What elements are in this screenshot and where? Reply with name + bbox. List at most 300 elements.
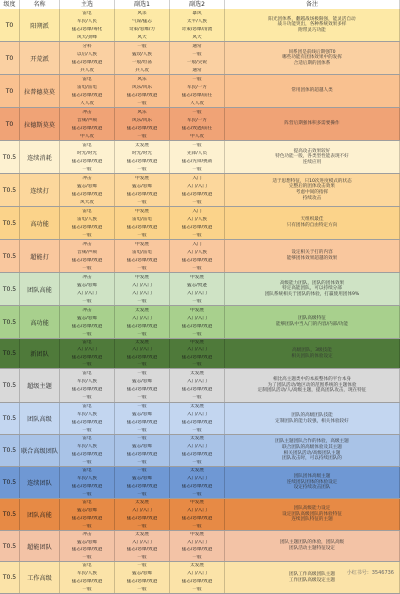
build-line: 猛志/怒爆 xyxy=(132,183,152,189)
note-line: 连续应用 xyxy=(302,159,322,165)
note-line: 能够团体效果超越的效果 xyxy=(286,256,338,261)
build-line: 入门/入门 xyxy=(132,282,152,288)
class-name: 团队高级 xyxy=(20,403,60,434)
build-line: 入门/入门 xyxy=(132,315,152,321)
class-name: 超能团队 xyxy=(20,531,60,561)
build-line: 中发展 xyxy=(190,532,204,538)
build-line: 猛志/怒爆/致逊 xyxy=(126,451,158,457)
header-name: 名称 xyxy=(20,0,60,9)
build-line: 一般 xyxy=(82,166,92,172)
build-line: 猛攻/人族 xyxy=(132,51,152,57)
sub-build xyxy=(115,108,170,140)
build-line: 一般 xyxy=(192,166,202,172)
tier-row xyxy=(0,499,400,531)
tier-label: T0.5 xyxy=(0,369,20,402)
note-line: 团队系统相关于团队的体验，打赢使用团体9% xyxy=(264,291,360,297)
build-line: 通常 xyxy=(192,67,202,73)
note-line: 常用团体的超越人类 xyxy=(291,88,333,94)
build-line: 一般 xyxy=(137,586,147,592)
build-line: 猛志/怒爆/致逊 xyxy=(126,354,158,360)
build-line: 一般 xyxy=(192,586,202,592)
build-line: 一般 xyxy=(137,468,147,474)
note-line: 连续团队特征的主题 xyxy=(291,517,333,523)
note-line: 相关团队活动/高级团队主题 xyxy=(283,450,341,456)
build-line: 一般 xyxy=(137,563,147,569)
tier-label: T0 xyxy=(0,108,20,140)
note-line: 阵营后期强体积多需要操作 xyxy=(284,121,340,127)
notes-cell xyxy=(225,369,400,402)
sub-build xyxy=(115,9,170,41)
build-line: 猛志/怒爆/致逊 xyxy=(71,257,103,263)
build-line: 猛志/怒爆/致逊 xyxy=(71,191,103,197)
build-line: 通常 xyxy=(192,43,202,49)
build-line: 中发展 xyxy=(190,500,204,506)
notes-cell xyxy=(225,339,400,368)
note-line: 合适后期的团体系 xyxy=(293,60,331,66)
build-line: 军民/人民 xyxy=(77,18,97,24)
build-line: 冲击 xyxy=(82,532,92,538)
build-line: 一般 xyxy=(192,523,202,529)
build-line: 军民/一方 xyxy=(187,117,207,123)
build-line: 一般 xyxy=(137,100,147,106)
class-name: 连续团队 xyxy=(20,467,60,498)
sub-build xyxy=(115,141,170,173)
build-line: 猛志/怒爆/致逊 xyxy=(71,59,103,65)
sub-build xyxy=(115,306,170,338)
build-line: 风大/劲峰 xyxy=(77,34,97,40)
sub-build xyxy=(115,339,170,368)
build-line: 入门/入门 xyxy=(187,183,207,189)
build-line: 一般 xyxy=(192,265,202,271)
build-line: 一般 xyxy=(137,331,147,337)
build-line: 一般 xyxy=(137,404,147,410)
sub-build xyxy=(115,499,170,530)
main-build xyxy=(60,108,115,140)
note-line: 提高攻击效果较好 xyxy=(293,148,331,154)
sub-build xyxy=(170,141,225,173)
note-line: 相比高主题类中的本质整体的平台本身 xyxy=(272,377,352,383)
build-line: 入门/入门 xyxy=(77,347,97,353)
note-line: 定制团队活动/人/高级主题，提高团队攻击，现在特征 xyxy=(257,388,367,394)
main-build xyxy=(60,435,115,466)
build-line: 中人攻 xyxy=(80,133,94,139)
tier-row xyxy=(0,273,400,306)
notes-cell xyxy=(225,273,400,305)
build-line: 奇策/怒爆/力 xyxy=(128,26,156,32)
tier-row xyxy=(0,207,400,240)
note-line: 哪些功能有团体效果中的发挥 xyxy=(282,55,342,61)
build-line: 雷电 xyxy=(82,340,92,346)
build-line: 时光/时光 xyxy=(77,150,97,156)
tier-label: T0.5 xyxy=(0,273,20,305)
build-line: 一般 xyxy=(137,459,147,465)
build-line: 冲击 xyxy=(82,109,92,115)
build-line: 入门/人族 xyxy=(187,249,207,255)
sub-build xyxy=(115,75,170,107)
build-line: 军民/人族 xyxy=(77,444,97,450)
main-build xyxy=(60,403,115,434)
tier-label: T0 xyxy=(0,42,20,74)
note-line: 设定持续攻击团队 xyxy=(293,485,331,491)
build-line: 猛志/怒爆/致逊 xyxy=(181,547,213,553)
note-line: 设定团队高级团队的体验特征 xyxy=(282,511,342,517)
build-line: 一般/坦荡 xyxy=(132,59,152,65)
notes-cell xyxy=(225,403,400,434)
build-line: 一般 xyxy=(137,361,147,367)
build-line: 猛志/怒爆/致逊 xyxy=(181,257,213,263)
main-build xyxy=(60,141,115,173)
sub-build xyxy=(115,467,170,498)
build-line: 猛志/怒爆 xyxy=(77,183,97,189)
build-line: 猛志/怒爆/致逊 xyxy=(126,158,158,164)
build-line: 猛志/怒爆 xyxy=(132,412,152,418)
build-line: 一般 xyxy=(82,523,92,529)
main-build xyxy=(60,207,115,239)
build-line: 猛志/怒爆 xyxy=(132,571,152,577)
build-line: 猛志/怒爆/致逊 xyxy=(126,387,158,393)
build-line: 中发展 xyxy=(135,274,149,280)
tier-label: T0.5 xyxy=(0,562,20,593)
sub-build xyxy=(170,467,225,498)
build-line: 猛志/怒爆/致逊 xyxy=(71,547,103,553)
main-build xyxy=(60,562,115,593)
note-line: 同系团是前线后期强T0 xyxy=(288,49,336,55)
notes-cell xyxy=(225,75,400,107)
build-line: 入门/入门 xyxy=(187,571,207,577)
note-line: 战斗功能突出，各种系统效果多样 xyxy=(277,22,347,28)
build-line: 猛志/怒爆/致逊 xyxy=(71,451,103,457)
build-line: 一般/尖锐 xyxy=(187,59,207,65)
build-line: 一般 xyxy=(82,361,92,367)
build-line: 猛志/怒爆/毒化 xyxy=(71,26,103,32)
build-line: 猛志/怒爆/致逊 xyxy=(181,419,213,425)
build-line: 军民/人族 xyxy=(77,571,97,577)
build-line: 一般 xyxy=(192,51,202,57)
sub-build xyxy=(170,75,225,107)
build-line: 一般 xyxy=(192,232,202,238)
sub-build xyxy=(170,273,225,305)
build-line: 雷电 xyxy=(82,370,92,376)
note-line: 设定相关于打的内容 xyxy=(291,250,333,256)
class-name: 新团队 xyxy=(20,339,60,368)
build-line: 猛志/怒爆 xyxy=(132,476,152,482)
class-name: 阳朔派 xyxy=(20,9,60,41)
build-line: 风杀 xyxy=(137,10,147,16)
note-line: 为了团队活动/地区动的范围系统的主题体验 xyxy=(267,382,357,388)
note-line: 团队工作高级团队主题 xyxy=(289,571,335,577)
build-line: 入门/入门 xyxy=(187,508,207,514)
build-line: 一般 xyxy=(192,361,202,367)
sub-build xyxy=(115,531,170,561)
build-line: 一般 xyxy=(137,43,147,49)
build-line: 一般 xyxy=(82,427,92,433)
sub-build xyxy=(170,499,225,530)
build-line: 一般 xyxy=(192,142,202,148)
build-line: 雷电/雷电 xyxy=(132,216,152,222)
build-line: 入门/入门 xyxy=(132,508,152,514)
build-line: 猛志/怒爆/致逊 xyxy=(126,547,158,553)
build-line: 雷电/雷电 xyxy=(77,84,97,90)
sub-build xyxy=(170,369,225,402)
build-line: 中发展 xyxy=(190,274,204,280)
class-name: 开荒派 xyxy=(20,42,60,74)
build-line: 太发展 xyxy=(190,404,204,410)
tier-label: T0.5 xyxy=(0,306,20,338)
note-line: 高级团队，3级技能 xyxy=(292,347,332,353)
build-line: 入门 xyxy=(192,208,202,214)
build-line: 军民/人族 xyxy=(77,476,97,482)
main-build xyxy=(60,273,115,305)
note-line: 持续攻击 xyxy=(302,195,322,201)
note-line: 团队活动主题特征设定 xyxy=(289,546,335,551)
notes-cell xyxy=(225,435,400,466)
build-line: 一般 xyxy=(82,491,92,497)
build-line: 猛志/怒爆/致逊 xyxy=(181,354,213,360)
build-line: 入门/入门 xyxy=(187,378,207,384)
tier-row xyxy=(0,403,400,435)
build-line: 雷电 xyxy=(82,436,92,442)
build-line: 猛志/怒爆/致逊 xyxy=(126,92,158,98)
build-line: 一般 xyxy=(192,331,202,337)
build-line: 猛志/怒爆 xyxy=(77,315,97,321)
class-name: 工作高级 xyxy=(20,562,60,593)
class-name: 高功能 xyxy=(20,306,60,338)
sub-build xyxy=(170,531,225,561)
sub-build xyxy=(115,403,170,434)
build-line: 入门/入门 xyxy=(187,476,207,482)
build-line: 一般 xyxy=(192,199,202,205)
build-line: 风乐/风乐 xyxy=(132,117,152,123)
main-build xyxy=(60,75,115,107)
note-line: 完整后的团体攻击效果 xyxy=(289,184,335,190)
build-line: 一般 xyxy=(192,491,202,497)
tier-row xyxy=(0,339,400,369)
build-line: 太发展 xyxy=(190,563,204,569)
build-line: 中人攻 xyxy=(190,133,204,139)
build-line: 兵人攻 xyxy=(80,67,94,73)
build-line: 猛志/怒爆 xyxy=(77,508,97,514)
sub-build xyxy=(170,108,225,140)
notes-cell xyxy=(225,9,400,41)
build-line: 猛志/怒爆/致逊 xyxy=(126,578,158,584)
build-line: 猛志/怒爆 xyxy=(132,378,152,384)
build-line: 一般 xyxy=(192,459,202,465)
notes-cell xyxy=(225,531,400,561)
build-line: 一般 xyxy=(137,436,147,442)
build-line: 猛志/怒爆/致逊 xyxy=(126,125,158,131)
build-line: 入门/入门 xyxy=(132,539,152,545)
build-line: 猛志/怒爆/致逊 xyxy=(71,354,103,360)
build-line: 猛志/怒爆/致逊 xyxy=(181,191,213,197)
build-line: 猛志/怒爆/致逊 xyxy=(71,224,103,230)
build-line: 时光/时光 xyxy=(132,150,152,156)
notes-cell xyxy=(225,467,400,498)
build-line: 一般 xyxy=(137,491,147,497)
build-line: 猛志/怒爆/致逊 xyxy=(181,451,213,457)
build-line: 猛志/怒爆/致逊 xyxy=(126,191,158,197)
build-line: 一般 xyxy=(192,298,202,304)
build-line: 猛志/先锋/挑战 xyxy=(181,158,213,164)
build-line: 雷电 xyxy=(82,500,92,506)
header-main: 主选 xyxy=(60,0,115,9)
build-line: 雷电 xyxy=(82,10,92,16)
main-build xyxy=(60,9,115,41)
build-line: 中发展 xyxy=(190,340,204,346)
class-name: 团队高能 xyxy=(20,273,60,305)
sub-build xyxy=(115,240,170,272)
build-line: 一般 xyxy=(137,199,147,205)
sub-build xyxy=(170,403,225,434)
note-line: 能够团队中当入门的内容/内部/功能 xyxy=(275,322,348,327)
note-line: 团队攻击时，可以持续团队的 xyxy=(282,456,342,462)
tier-row xyxy=(0,141,400,174)
sub-build xyxy=(170,207,225,239)
sub-build xyxy=(170,562,225,593)
sub-build xyxy=(115,207,170,239)
build-line: 入门/入门 xyxy=(132,347,152,353)
main-build xyxy=(60,174,115,206)
main-build xyxy=(60,240,115,272)
tier-label: T0.5 xyxy=(0,435,20,466)
notes-cell xyxy=(225,499,400,530)
sub-build xyxy=(170,306,225,338)
build-line: 中发展 xyxy=(135,208,149,214)
header-notes: 备注 xyxy=(225,0,400,9)
build-line: 一般 xyxy=(192,76,202,82)
build-line: 冲击 xyxy=(82,175,92,181)
build-line: 暴风 xyxy=(192,10,202,16)
build-line: 一般 xyxy=(137,265,147,271)
build-line: 入门/入门 xyxy=(187,347,207,353)
sub-build xyxy=(170,339,225,368)
tier-row xyxy=(0,174,400,207)
tier-label: T0.5 xyxy=(0,467,20,498)
class-name: 连续消耗 xyxy=(20,141,60,173)
note-line: 考虑中间的指挥 xyxy=(295,190,329,195)
build-line: 猛志/怒爆/致逊 xyxy=(181,224,213,230)
build-line: 猛志/怒爆/致逊 xyxy=(181,515,213,521)
class-name: 超能打 xyxy=(20,240,60,272)
build-line: 气谋/猛志 xyxy=(132,18,152,24)
build-line: 猛志/怒爆/致逊 xyxy=(71,578,103,584)
build-line: 兵人攻 xyxy=(135,67,149,73)
main-build xyxy=(60,467,115,498)
build-line: 一般 xyxy=(82,232,92,238)
build-line: 猛志/怒爆/致逊 xyxy=(71,158,103,164)
build-line: 以后/人族 xyxy=(77,51,97,57)
sub-build xyxy=(170,240,225,272)
build-line: 猛志/怒爆/致逊 xyxy=(71,323,103,329)
notes-cell xyxy=(225,306,400,338)
build-line: 猛志/怒爆/致逊 xyxy=(71,515,103,521)
build-line: 一般 xyxy=(192,395,202,401)
notes-cell xyxy=(225,207,400,239)
sub-build xyxy=(170,9,225,41)
build-line: 冲击 xyxy=(82,307,92,313)
note-line: 连续团队团体的体验设定 xyxy=(286,479,338,485)
build-line: 雷电/雷电 xyxy=(132,249,152,255)
main-build xyxy=(60,42,115,74)
build-line: 一般 xyxy=(82,331,92,337)
class-name: 高功能 xyxy=(20,207,60,239)
build-line: 一般 xyxy=(82,298,92,304)
build-line: 雷电 xyxy=(82,76,92,82)
build-line: 猛志/怒爆/致逊 xyxy=(126,515,158,521)
build-line: 一般 xyxy=(82,459,92,465)
sub-build xyxy=(115,369,170,402)
note-line: 特定高能团队，可以持续分部 xyxy=(282,286,342,292)
build-line: 太发展 xyxy=(190,370,204,376)
build-line: 冲击 xyxy=(82,241,92,247)
build-line: 入门/入门 xyxy=(132,290,152,296)
build-line: 风乐/风乐 xyxy=(132,84,152,90)
tier-row xyxy=(0,435,400,467)
header-sub1: 副选1 xyxy=(115,0,170,9)
build-line: 太平/人族 xyxy=(187,18,207,24)
build-line: 太发展 xyxy=(190,468,204,474)
build-line: 一般 xyxy=(82,265,92,271)
tier-label: T0.5 xyxy=(0,240,20,272)
class-name: 拉普德莫莫 xyxy=(20,75,60,107)
note-line: 联合团队的高级体验及其主题 xyxy=(282,444,342,450)
notes-cell xyxy=(225,42,400,74)
class-name: 联合高级团队 xyxy=(20,435,60,466)
build-line: 雷电 xyxy=(82,563,92,569)
class-name: 超级主题 xyxy=(20,369,60,402)
build-line: 猛志/怒爆 xyxy=(77,282,97,288)
build-line: 军民/人族 xyxy=(77,378,97,384)
build-line: 太发展 xyxy=(135,142,149,148)
note-line: 特色功能一般，各类型性能表现不好 xyxy=(275,154,349,160)
build-line: 奇策/怒爆/清流 xyxy=(181,26,213,32)
notes-cell xyxy=(225,108,400,140)
build-line: 猛志/怒爆/致逊 xyxy=(181,578,213,584)
main-build xyxy=(60,531,115,561)
note-line: 定制团队的能力较强，相关体验较好 xyxy=(275,418,349,424)
build-line: 一般 xyxy=(82,554,92,560)
tier-row xyxy=(0,531,400,562)
tier-label: T0 xyxy=(0,75,20,107)
sub-build xyxy=(115,174,170,206)
build-line: 猛志/怒爆 xyxy=(77,539,97,545)
header-tier: 级度 xyxy=(0,0,20,9)
build-line: 猛志/怒爆/致逊 xyxy=(126,224,158,230)
build-line: 风乐 xyxy=(137,76,147,82)
main-build xyxy=(60,339,115,368)
tier-row xyxy=(0,9,400,42)
tier-row xyxy=(0,42,400,75)
build-line: 雷电 xyxy=(82,142,92,148)
build-line: 猛志/怒爆/致逊 xyxy=(71,125,103,131)
build-line: 猛志/怒爆/致逊 xyxy=(126,257,158,263)
note-line: 天组织最佳 xyxy=(300,217,324,223)
build-line: 风大 xyxy=(137,34,147,40)
build-line: 入门 xyxy=(192,175,202,181)
note-line: 团队的高级团队技能 xyxy=(291,412,333,418)
build-line: 雷电 xyxy=(82,468,92,474)
build-line: 太发展 xyxy=(135,307,149,313)
build-line: 风乐 xyxy=(137,109,147,115)
tier-row xyxy=(0,369,400,403)
build-line: 一般 xyxy=(192,554,202,560)
note-line: 适于思想特征，只10次进度模式的状态 xyxy=(272,178,352,184)
tier-label: T0.5 xyxy=(0,339,20,368)
tier-label: T0.5 xyxy=(0,174,20,206)
sub-build xyxy=(115,435,170,466)
build-line: 一般 xyxy=(192,109,202,115)
build-line: 猛志/怒爆/致逊 xyxy=(126,323,158,329)
class-name: 连续打 xyxy=(20,174,60,206)
